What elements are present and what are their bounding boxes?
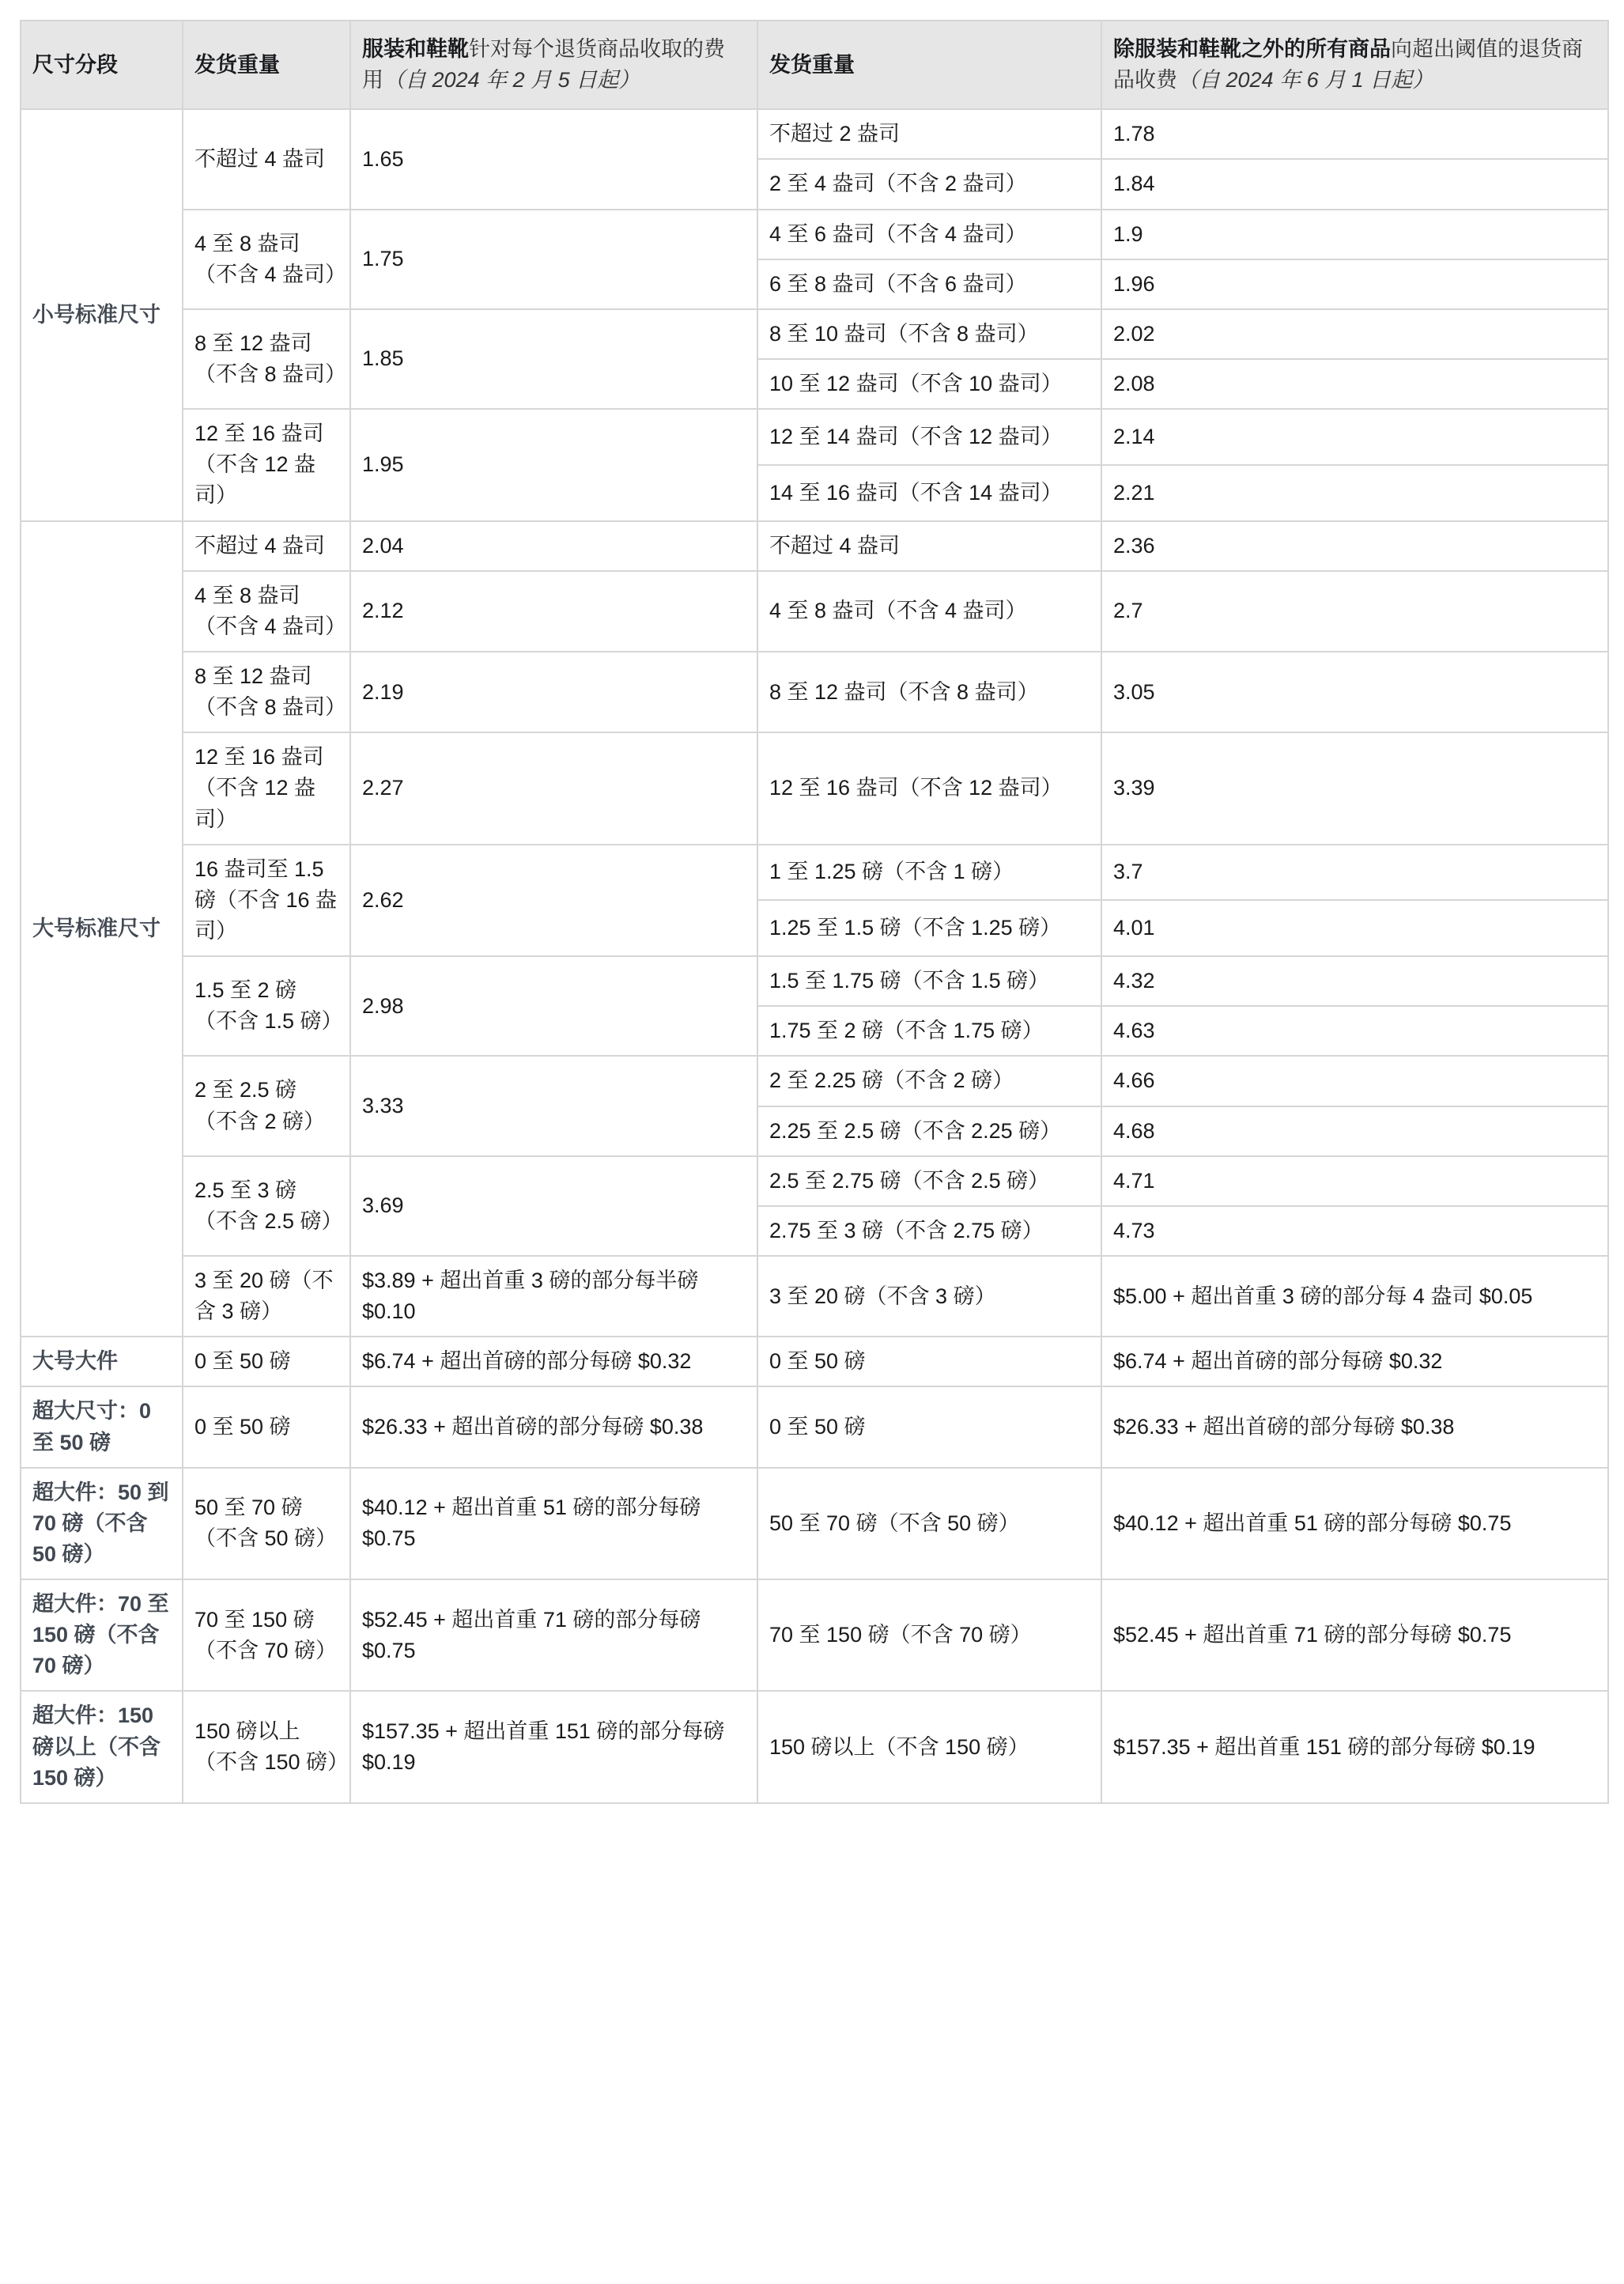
weight-other-cell: 4 至 6 盎司（不含 4 盎司）: [757, 210, 1101, 259]
other-fee-cell: 4.68: [1101, 1106, 1608, 1156]
header-apparel-fee: [350, 21, 757, 109]
header-other-fee-bold: 除服装和鞋靴之外的所有商品: [1113, 37, 1391, 61]
size-tier-label: 超大件：150 磅以上（不含 150 磅）: [21, 1691, 183, 1802]
header-size-tier-label: 尺寸分段: [32, 52, 118, 77]
other-fee-cell: $52.45 + 超出首重 71 磅的部分每磅 $0.75: [1101, 1579, 1608, 1691]
size-tier-label: 超大尺寸：0 至 50 磅: [21, 1386, 183, 1467]
weight-other-cell: 50 至 70 磅（不含 50 磅）: [757, 1468, 1101, 1579]
weight-apparel-cell: 8 至 12 盎司（不含 8 盎司）: [183, 652, 350, 732]
weight-apparel-cell: 1.5 至 2 磅（不含 1.5 磅）: [183, 956, 350, 1056]
weight-other-cell: 2 至 4 盎司（不含 2 盎司）: [757, 159, 1101, 209]
weight-other-cell: 2.25 至 2.5 磅（不含 2.25 磅）: [757, 1106, 1101, 1156]
weight-other-cell: 12 至 14 盎司（不含 12 盎司）: [757, 409, 1101, 465]
table-row: [21, 1256, 1608, 1337]
table-row: [21, 956, 1608, 1006]
weight-apparel-cell: 4 至 8 盎司（不含 4 盎司）: [183, 210, 350, 309]
weight-other-cell: 1 至 1.25 磅（不含 1 磅）: [757, 845, 1101, 901]
header-weight-other-label: 发货重量: [769, 52, 855, 77]
weight-apparel-cell: 12 至 16 盎司（不含 12 盎司）: [183, 732, 350, 844]
header-weight-apparel-label: 发货重量: [195, 52, 280, 77]
other-fee-cell: 3.39: [1101, 732, 1608, 844]
weight-other-cell: 1.5 至 1.75 磅（不含 1.5 磅）: [757, 956, 1101, 1006]
table-row: [21, 1691, 1608, 1802]
weight-other-cell: 4 至 8 盎司（不含 4 盎司）: [757, 571, 1101, 652]
table-row: [21, 571, 1608, 652]
weight-other-cell: 不超过 2 盎司: [757, 109, 1101, 159]
size-tier-label: 小号标准尺寸: [21, 109, 183, 520]
other-fee-cell: 2.36: [1101, 521, 1608, 571]
table-row: [21, 1156, 1608, 1206]
weight-apparel-cell: 16 盎司至 1.5 磅（不含 16 盎司）: [183, 845, 350, 956]
apparel-fee-cell: 1.95: [350, 409, 757, 520]
header-weight-other: [757, 21, 1101, 109]
weight-other-cell: 2 至 2.25 磅（不含 2 磅）: [757, 1056, 1101, 1106]
other-fee-cell: 2.14: [1101, 409, 1608, 465]
weight-other-cell: 12 至 16 盎司（不含 12 盎司）: [757, 732, 1101, 844]
weight-apparel-cell: 不超过 4 盎司: [183, 109, 350, 209]
header-row: [21, 21, 1608, 109]
weight-apparel-cell: 150 磅以上（不含 150 磅）: [183, 1691, 350, 1802]
other-fee-cell: 4.63: [1101, 1006, 1608, 1056]
apparel-fee-cell: 2.27: [350, 732, 757, 844]
returns-fee-table: [20, 20, 1609, 1804]
weight-other-cell: 6 至 8 盎司（不含 6 盎司）: [757, 259, 1101, 309]
other-fee-cell: 4.73: [1101, 1206, 1608, 1256]
weight-other-cell: 1.75 至 2 磅（不含 1.75 磅）: [757, 1006, 1101, 1056]
weight-apparel-cell: 3 至 20 磅（不含 3 磅）: [183, 1256, 350, 1337]
apparel-fee-cell: $3.89 + 超出首重 3 磅的部分每半磅 $0.10: [350, 1256, 757, 1337]
weight-apparel-cell: 0 至 50 磅: [183, 1386, 350, 1467]
weight-other-cell: 70 至 150 磅（不含 70 磅）: [757, 1579, 1101, 1691]
weight-other-cell: 1.25 至 1.5 磅（不含 1.25 磅）: [757, 900, 1101, 956]
other-fee-cell: 2.02: [1101, 309, 1608, 359]
apparel-fee-cell: 1.75: [350, 210, 757, 309]
apparel-fee-cell: $6.74 + 超出首磅的部分每磅 $0.32: [350, 1337, 757, 1386]
header-other-fee-rest: 向超出阈值的退货商品收费: [1113, 37, 1583, 93]
weight-other-cell: 不超过 4 盎司: [757, 521, 1101, 571]
apparel-fee-cell: 2.98: [350, 956, 757, 1056]
other-fee-cell: $26.33 + 超出首磅的部分每磅 $0.38: [1101, 1386, 1608, 1467]
weight-other-cell: 0 至 50 磅: [757, 1386, 1101, 1467]
other-fee-cell: 4.71: [1101, 1156, 1608, 1206]
other-fee-cell: 1.9: [1101, 210, 1608, 259]
size-tier-label: 大号标准尺寸: [21, 521, 183, 1337]
table-row: [21, 845, 1608, 901]
weight-other-cell: 150 磅以上（不含 150 磅）: [757, 1691, 1101, 1802]
size-tier-label: 超大件：70 至 150 磅（不含 70 磅）: [21, 1579, 183, 1691]
other-fee-cell: $6.74 + 超出首磅的部分每磅 $0.32: [1101, 1337, 1608, 1386]
other-fee-cell: $5.00 + 超出首重 3 磅的部分每 4 盎司 $0.05: [1101, 1256, 1608, 1337]
table-row: [21, 1579, 1608, 1691]
apparel-fee-cell: $52.45 + 超出首重 71 磅的部分每磅 $0.75: [350, 1579, 757, 1691]
weight-other-cell: 2.75 至 3 磅（不含 2.75 磅）: [757, 1206, 1101, 1256]
table-row: [21, 409, 1608, 465]
header-other-fee-note: （自 2024 年 6 月 1 日起）: [1177, 68, 1434, 93]
header-apparel-fee-rest: 针对每个退货商品收取的费用: [362, 37, 725, 93]
other-fee-cell: 2.7: [1101, 571, 1608, 652]
weight-other-cell: 10 至 12 盎司（不含 10 盎司）: [757, 359, 1101, 409]
size-tier-label: 超大件：50 到 70 磅（不含 50 磅）: [21, 1468, 183, 1579]
weight-apparel-cell: 8 至 12 盎司（不含 8 盎司）: [183, 309, 350, 409]
other-fee-cell: 4.66: [1101, 1056, 1608, 1106]
other-fee-cell: $40.12 + 超出首重 51 磅的部分每磅 $0.75: [1101, 1468, 1608, 1579]
table-row: [21, 521, 1608, 571]
other-fee-cell: 4.01: [1101, 900, 1608, 956]
apparel-fee-cell: 3.69: [350, 1156, 757, 1256]
table-row: [21, 1056, 1608, 1106]
weight-other-cell: 3 至 20 磅（不含 3 磅）: [757, 1256, 1101, 1337]
table-row: [21, 309, 1608, 359]
table-row: [21, 1468, 1608, 1579]
weight-apparel-cell: 50 至 70 磅（不含 50 磅）: [183, 1468, 350, 1579]
other-fee-cell: 1.96: [1101, 259, 1608, 309]
other-fee-cell: 2.21: [1101, 465, 1608, 521]
header-size-tier: [21, 21, 183, 109]
weight-other-cell: 0 至 50 磅: [757, 1337, 1101, 1386]
apparel-fee-cell: 1.85: [350, 309, 757, 409]
weight-apparel-cell: 4 至 8 盎司（不含 4 盎司）: [183, 571, 350, 652]
header-apparel-fee-note: （自 2024 年 2 月 5 日起）: [383, 68, 640, 93]
header-other-fee: [1101, 21, 1608, 109]
table-header: [21, 21, 1608, 109]
header-apparel-fee-bold: 服装和鞋靴: [362, 37, 469, 61]
weight-apparel-cell: 0 至 50 磅: [183, 1337, 350, 1386]
weight-apparel-cell: 12 至 16 盎司（不含 12 盎司）: [183, 409, 350, 520]
other-fee-cell: 1.84: [1101, 159, 1608, 209]
apparel-fee-cell: 2.04: [350, 521, 757, 571]
table-row: [21, 1386, 1608, 1467]
size-tier-label: 大号大件: [21, 1337, 183, 1386]
apparel-fee-cell: 2.62: [350, 845, 757, 956]
table-row: [21, 1337, 1608, 1386]
weight-other-cell: 14 至 16 盎司（不含 14 盎司）: [757, 465, 1101, 521]
apparel-fee-cell: $157.35 + 超出首重 151 磅的部分每磅 $0.19: [350, 1691, 757, 1802]
apparel-fee-cell: $26.33 + 超出首磅的部分每磅 $0.38: [350, 1386, 757, 1467]
other-fee-cell: 2.08: [1101, 359, 1608, 409]
weight-other-cell: 8 至 12 盎司（不含 8 盎司）: [757, 652, 1101, 732]
weight-apparel-cell: 70 至 150 磅（不含 70 磅）: [183, 1579, 350, 1691]
weight-other-cell: 8 至 10 盎司（不含 8 盎司）: [757, 309, 1101, 359]
apparel-fee-cell: $40.12 + 超出首重 51 磅的部分每磅 $0.75: [350, 1468, 757, 1579]
other-fee-cell: 1.78: [1101, 109, 1608, 159]
apparel-fee-cell: 2.19: [350, 652, 757, 732]
other-fee-cell: 3.05: [1101, 652, 1608, 732]
weight-apparel-cell: 不超过 4 盎司: [183, 521, 350, 571]
other-fee-cell: 4.32: [1101, 956, 1608, 1006]
apparel-fee-cell: 1.65: [350, 109, 757, 209]
table-row: [21, 652, 1608, 732]
weight-apparel-cell: 2 至 2.5 磅（不含 2 磅）: [183, 1056, 350, 1155]
apparel-fee-cell: 2.12: [350, 571, 757, 652]
table-row: [21, 210, 1608, 259]
apparel-fee-cell: 3.33: [350, 1056, 757, 1155]
header-weight-apparel: [183, 21, 350, 109]
table-row: [21, 109, 1608, 159]
other-fee-cell: 3.7: [1101, 845, 1608, 901]
table-row: [21, 732, 1608, 844]
weight-other-cell: 2.5 至 2.75 磅（不含 2.5 磅）: [757, 1156, 1101, 1206]
fee-table-body: [21, 109, 1608, 1803]
other-fee-cell: $157.35 + 超出首重 151 磅的部分每磅 $0.19: [1101, 1691, 1608, 1802]
weight-apparel-cell: 2.5 至 3 磅（不含 2.5 磅）: [183, 1156, 350, 1256]
